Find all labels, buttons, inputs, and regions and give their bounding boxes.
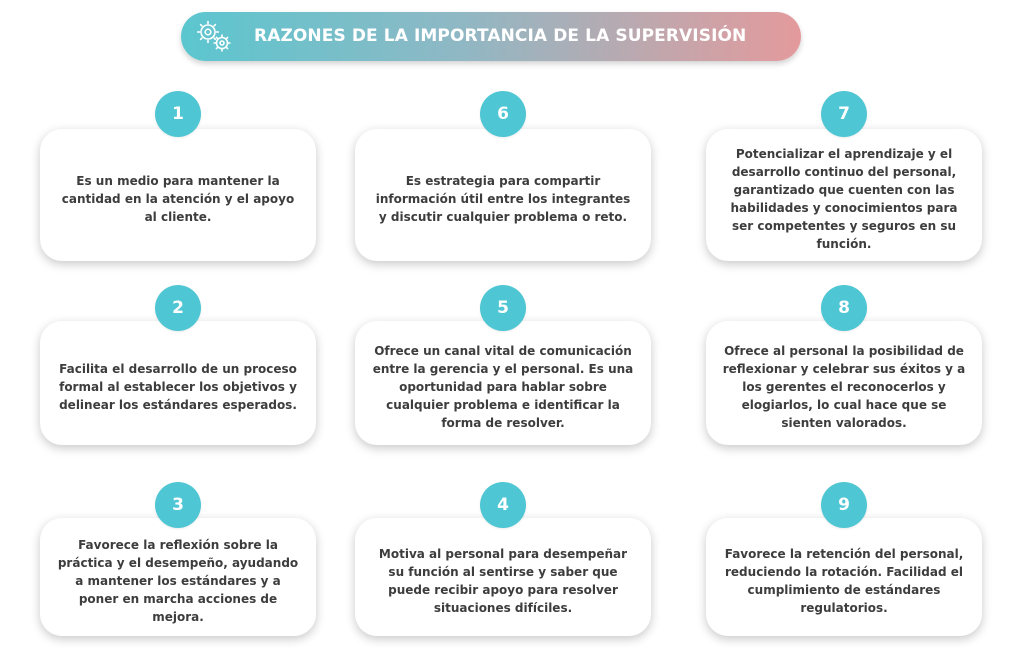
reason-text: Es un medio para mantener la cantidad en la atención y el apoyo al cliente. — [61, 174, 295, 224]
number-badge: 1 — [155, 91, 201, 137]
reason-text: Favorece la retención del personal, reduciendo la rotación. Facilidad el cumplimiento de estándares regulatorios. — [724, 547, 964, 615]
number-badge: 5 — [480, 285, 526, 331]
reason-text: Potencializar el aprendizaje y el desarrollo continuo del personal, garantizado que cuenten con las habilidades y conocimientos para ser competentes y seguros en su función. — [730, 147, 958, 251]
number-badge: 7 — [821, 91, 867, 137]
reason-card-4 — [355, 518, 651, 636]
reason-text: Es estrategia para compartir información útil entre los integrantes y discutir cualquier problema o reto. — [375, 174, 631, 224]
reason-text: Motiva al personal para desempeñar su función al sentirse y saber que puede recibir apoyo para resolver situaciones difíciles. — [378, 547, 628, 615]
reason-card-7 — [706, 129, 982, 261]
reason-card-2 — [40, 321, 316, 445]
reason-card-8 — [706, 321, 982, 445]
reason-card-6 — [355, 129, 651, 261]
reason-text: Facilita el desarrollo de un proceso formal al establecer los objetivos y delinear los estándares esperados. — [59, 362, 297, 412]
number-badge: 9 — [821, 482, 867, 528]
number-badge: 3 — [155, 482, 201, 528]
reason-text: Ofrece un canal vital de comunicación entre la gerencia y el personal. Es una oportunidad para hablar sobre cualquier problema e identificar la forma de resolver. — [372, 344, 634, 430]
reason-card-9 — [706, 518, 982, 636]
number-badge: 2 — [155, 285, 201, 331]
reason-text: Favorece la reflexión sobre la práctica y el desempeño, ayudando a mantener los estándares y a poner en marcha acciones de mejora. — [57, 538, 299, 624]
page-title: RAZONES DE LA IMPORTANCIA DE LA SUPERVISIÓN — [254, 26, 747, 46]
number-badge: 4 — [480, 482, 526, 528]
reason-card-3 — [40, 518, 316, 636]
reason-text: Ofrece al personal la posibilidad de reflexionar y celebrar sus éxitos y a los gerentes el reconocerlos y elogiarlos, lo cual hace que se sienten valorados. — [722, 344, 966, 430]
gears-icon — [193, 18, 235, 56]
reason-card-5 — [355, 321, 651, 445]
title-banner — [181, 12, 801, 61]
number-badge: 6 — [480, 91, 526, 137]
reason-card-1 — [40, 129, 316, 261]
number-badge: 8 — [821, 285, 867, 331]
